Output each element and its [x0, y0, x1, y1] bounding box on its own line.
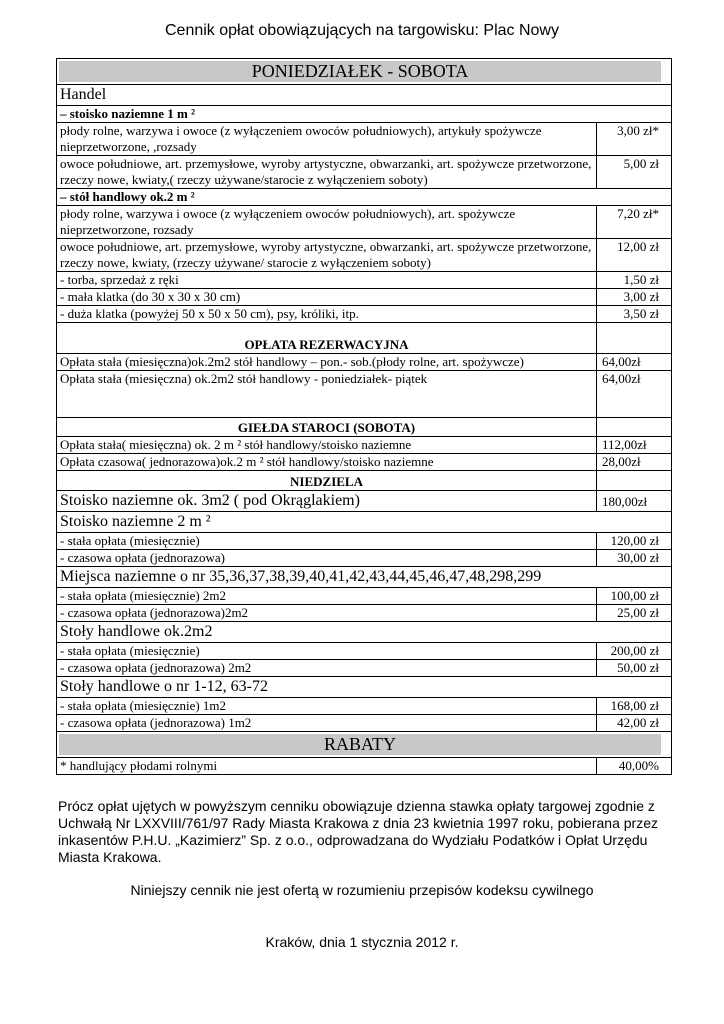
footer-date: Kraków, dnia 1 stycznia 2012 r.	[265, 934, 459, 950]
table-row	[57, 206, 672, 239]
row-desc: Opłata stała( miesięczna) ok. 2 m ² stół handlowy/stoisko naziemne	[57, 437, 597, 454]
row-price: 64,00zł	[597, 371, 672, 418]
table-row	[57, 306, 672, 323]
group-title: Stoisko naziemne 2 m ²	[57, 512, 672, 533]
section-header-row	[57, 732, 672, 758]
table-row	[57, 354, 672, 371]
row-desc: Opłata czasowa( jednorazowa)ok.2 m ² stół handlowy/stoisko naziemne	[57, 454, 597, 471]
table-row	[57, 491, 672, 512]
table-row	[57, 418, 672, 437]
row-price: 3,50 zł	[597, 306, 672, 323]
row-desc: Opłata stała (miesięczna)ok.2m2 stół handlowy – pon.- sob.(płody rolne, art. spożywcze)	[57, 354, 597, 371]
gielda-header: GIEŁDA STAROCI (SOBOTA)	[57, 418, 597, 437]
table-row	[57, 371, 672, 418]
row-price: 5,00 zł	[597, 156, 672, 189]
row-desc: - torba, sprzedaż z ręki	[57, 272, 597, 289]
table-row	[57, 698, 672, 715]
row-price: 3,00 zł*	[597, 123, 672, 156]
row-price: 200,00 zł	[597, 643, 672, 660]
footer-paragraph: Prócz opłat ujętych w powyższym cenniku obowiązuje dzienna stawka opłaty targowej zgodnie z Uchwałą Nr LXXVIII/761/97 Rady Miasta Krakowa z dnia 23 kwietnia 1997 roku, pobierana przez inkasentów P.H.U. „Kazimierz” Sp. z o.o., odprowadzana do Wydziału Podatków i Opłat Urzędu Miasta Krakowa.	[58, 798, 658, 865]
section-weekday-title: PONIEDZIAŁEK - SOBOTA	[59, 61, 661, 82]
row-price: 120,00 zł	[597, 533, 672, 550]
group-title: Stoły handlowe o nr 1-12, 63-72	[57, 677, 672, 698]
row-price: 28,00zł	[597, 454, 672, 471]
row-desc: - czasowa opłata (jednorazowa) 2m2	[57, 660, 597, 677]
row-desc: płody rolne, warzywa i owoce (z wyłączeniem owoców południowych), artykuły spożywcze nieprzetworzone, ,rozsady	[57, 123, 597, 156]
footer-note: Niniejszy cennik nie jest ofertą w rozumieniu przepisów kodeksu cywilnego	[130, 882, 594, 898]
row-desc: - mała klatka (do 30 x 30 x 30 cm)	[57, 289, 597, 306]
row-desc: - stała opłata (miesięcznie) 1m2	[57, 698, 597, 715]
table-row	[57, 272, 672, 289]
table-row	[57, 758, 672, 775]
table-row	[57, 605, 672, 622]
table-row	[57, 437, 672, 454]
row-price: 42,00 zł	[597, 715, 672, 732]
table-row	[57, 189, 672, 206]
table-row	[57, 123, 672, 156]
row-desc: - czasowa opłata (jednorazowa)2m2	[57, 605, 597, 622]
row-price: 112,00zł	[597, 437, 672, 454]
row-price: 168,00 zł	[597, 698, 672, 715]
row-desc: owoce południowe, art. przemysłowe, wyroby artystyczne, obwarzanki, art. spożywcze przetworzone, rzeczy nowe, kwiaty,( rzeczy używane/starocie z wyłączeniem soboty)	[57, 156, 597, 189]
section-header-row	[57, 59, 672, 85]
rabaty-title: RABATY	[59, 734, 661, 755]
row-price: 100,00 zł	[597, 588, 672, 605]
row-desc: Stoisko naziemne ok. 3m2 ( pod Okrąglakiem)	[57, 491, 597, 512]
row-price: 40,00%	[597, 758, 672, 775]
table-row	[57, 323, 672, 354]
rezerwacja-header: OPŁATA REZERWACYJNA	[57, 323, 597, 354]
handel-label: Handel	[57, 85, 672, 106]
row-desc: - czasowa opłata (jednorazowa)	[57, 550, 597, 567]
row-price: 25,00 zł	[597, 605, 672, 622]
table-row	[57, 106, 672, 123]
table-row	[57, 660, 672, 677]
table-row	[57, 289, 672, 306]
table-row	[57, 622, 672, 643]
row-price: 30,00 zł	[597, 550, 672, 567]
table-row	[57, 643, 672, 660]
table-row	[57, 85, 672, 106]
group-title: Stoły handlowe ok.2m2	[57, 622, 672, 643]
table-row	[57, 550, 672, 567]
table-row	[57, 471, 672, 491]
page-title: Cennik opłat obowiązujących na targowisku: Plac Nowy	[165, 22, 559, 39]
row-desc: owoce południowe, art. przemysłowe, wyroby artystyczne, obwarzanki, art. spożywcze przetworzone, rzeczy nowe, kwiaty, (rzeczy używane/ starocie z wyłączeniem soboty)	[57, 239, 597, 272]
table-row	[57, 156, 672, 189]
row-desc: - stała opłata (miesięcznie) 2m2	[57, 588, 597, 605]
row-price: 64,00zł	[597, 354, 672, 371]
table-row	[57, 588, 672, 605]
table-row	[57, 567, 672, 588]
group-title: Miejsca naziemne o nr 35,36,37,38,39,40,41,42,43,44,45,46,47,48,298,299	[57, 567, 672, 588]
price-table	[56, 58, 672, 775]
row-price: 180,00zł	[597, 491, 672, 512]
subsection-stoisko: – stoisko naziemne 1 m ²	[57, 106, 672, 123]
row-price: 12,00 zł	[597, 239, 672, 272]
row-price: 1,50 zł	[597, 272, 672, 289]
row-price: 7,20 zł*	[597, 206, 672, 239]
table-row	[57, 512, 672, 533]
niedziela-header: NIEDZIELA	[57, 471, 597, 491]
row-desc: - stała opłata (miesięcznie)	[57, 643, 597, 660]
table-row	[57, 715, 672, 732]
row-price: 50,00 zł	[597, 660, 672, 677]
row-desc: - czasowa opłata (jednorazowa) 1m2	[57, 715, 597, 732]
table-row	[57, 239, 672, 272]
row-desc: - stała opłata (miesięcznie)	[57, 533, 597, 550]
row-desc: Opłata stała (miesięczna) ok.2m2 stół handlowy - poniedziałek- piątek	[57, 371, 597, 418]
row-price: 3,00 zł	[597, 289, 672, 306]
row-desc: * handlujący płodami rolnymi	[57, 758, 597, 775]
table-row	[57, 677, 672, 698]
table-row	[57, 454, 672, 471]
subsection-stol: – stół handlowy ok.2 m ²	[57, 189, 672, 206]
row-desc: - duża klatka (powyżej 50 x 50 x 50 cm), psy, króliki, itp.	[57, 306, 597, 323]
table-row	[57, 533, 672, 550]
row-desc: płody rolne, warzywa i owoce (z wyłączeniem owoców południowych), art. spożywcze nieprzetworzone, rozsady	[57, 206, 597, 239]
